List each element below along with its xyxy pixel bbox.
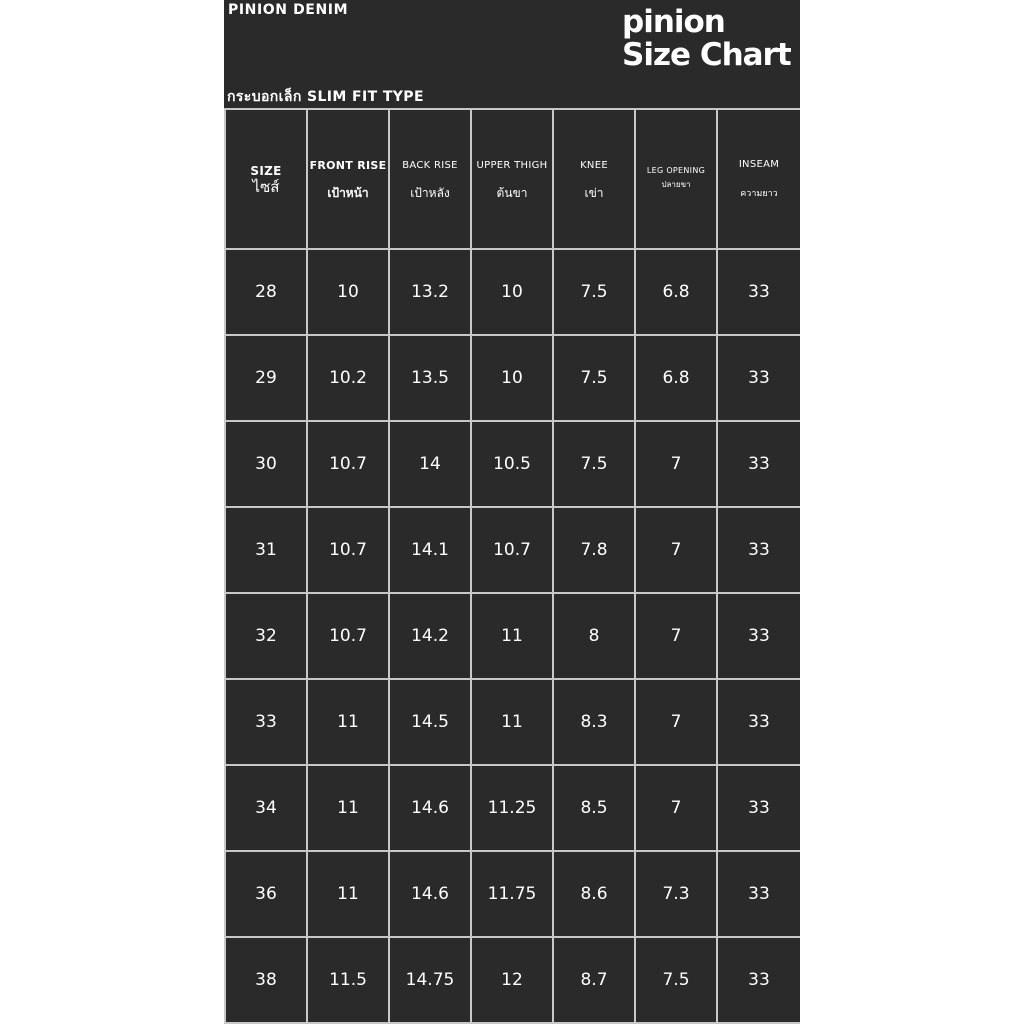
cell-front-rise: 10.7 — [307, 507, 389, 593]
table-row — [225, 335, 800, 421]
cell-leg-opening: 7.5 — [635, 937, 717, 1023]
cell-back-rise: 14.6 — [389, 851, 471, 937]
table-row — [225, 851, 800, 937]
cell-back-rise: 13.2 — [389, 249, 471, 335]
cell-front-rise: 10.7 — [307, 593, 389, 679]
column-header-en: BACK RISE — [402, 159, 458, 171]
cell-knee: 8.7 — [553, 937, 635, 1023]
cell-front-rise: 10.2 — [307, 335, 389, 421]
column-header-en: SIZE — [250, 163, 282, 178]
cell-upper-thigh: 11 — [471, 593, 553, 679]
header-row — [225, 109, 800, 249]
cell-upper-thigh: 10 — [471, 249, 553, 335]
column-header-inseam — [717, 109, 800, 249]
cell-size: 36 — [225, 851, 307, 937]
logo — [622, 6, 791, 72]
cell-front-rise: 11.5 — [307, 937, 389, 1023]
cell-leg-opening: 6.8 — [635, 249, 717, 335]
cell-back-rise: 14 — [389, 421, 471, 507]
size-chart-sheet — [224, 0, 800, 1024]
column-header-front-rise — [307, 109, 389, 249]
table-row — [225, 507, 800, 593]
cell-inseam: 33 — [717, 765, 800, 851]
brand-name: PINION DENIM — [228, 2, 349, 18]
cell-knee: 7.8 — [553, 507, 635, 593]
column-header-th: เป้าหน้า — [327, 185, 369, 200]
cell-size: 34 — [225, 765, 307, 851]
table-row — [225, 937, 800, 1023]
logo-subtitle: Size Chart — [622, 37, 791, 73]
table-row — [225, 249, 800, 335]
cell-leg-opening: 7 — [635, 679, 717, 765]
cell-upper-thigh: 11 — [471, 679, 553, 765]
cell-knee: 8.6 — [553, 851, 635, 937]
cell-back-rise: 14.2 — [389, 593, 471, 679]
cell-upper-thigh: 11.75 — [471, 851, 553, 937]
column-header-size — [225, 109, 307, 249]
cell-leg-opening: 7 — [635, 507, 717, 593]
column-header-th: ไซส์ — [252, 177, 280, 196]
cell-size: 29 — [225, 335, 307, 421]
cell-front-rise: 10 — [307, 249, 389, 335]
cell-upper-thigh: 10.7 — [471, 507, 553, 593]
cell-upper-thigh: 10.5 — [471, 421, 553, 507]
column-header-back-rise — [389, 109, 471, 249]
cell-inseam: 33 — [717, 593, 800, 679]
column-header-en: UPPER THIGH — [476, 159, 548, 171]
table-row — [225, 679, 800, 765]
cell-size: 30 — [225, 421, 307, 507]
cell-size: 31 — [225, 507, 307, 593]
cell-size: 28 — [225, 249, 307, 335]
cell-front-rise: 10.7 — [307, 421, 389, 507]
cell-leg-opening: 6.8 — [635, 335, 717, 421]
cell-leg-opening: 7 — [635, 765, 717, 851]
cell-size: 38 — [225, 937, 307, 1023]
cell-knee: 7.5 — [553, 249, 635, 335]
column-header-upper-thigh — [471, 109, 553, 249]
cell-leg-opening: 7 — [635, 421, 717, 507]
cell-knee: 8.5 — [553, 765, 635, 851]
table-row — [225, 593, 800, 679]
cell-back-rise: 14.1 — [389, 507, 471, 593]
cell-inseam: 33 — [717, 249, 800, 335]
cell-upper-thigh: 11.25 — [471, 765, 553, 851]
cell-size: 33 — [225, 679, 307, 765]
cell-front-rise: 11 — [307, 765, 389, 851]
cell-inseam: 33 — [717, 421, 800, 507]
column-header-knee — [553, 109, 635, 249]
cell-knee: 8 — [553, 593, 635, 679]
cell-leg-opening: 7.3 — [635, 851, 717, 937]
column-header-leg-opening — [635, 109, 717, 249]
column-header-th: ปลายขา — [661, 180, 691, 189]
cell-inseam: 33 — [717, 335, 800, 421]
cell-front-rise: 11 — [307, 851, 389, 937]
cell-back-rise: 13.5 — [389, 335, 471, 421]
size-table — [224, 108, 800, 1024]
column-header-th: ต้นขา — [496, 185, 528, 200]
column-header-en: LEG OPENING — [646, 166, 706, 175]
table-row — [225, 421, 800, 507]
cell-upper-thigh: 10 — [471, 335, 553, 421]
cell-inseam: 33 — [717, 851, 800, 937]
column-header-th: ความยาว — [740, 188, 778, 199]
cell-inseam: 33 — [717, 507, 800, 593]
cell-knee: 8.3 — [553, 679, 635, 765]
cell-back-rise: 14.6 — [389, 765, 471, 851]
cell-knee: 7.5 — [553, 421, 635, 507]
column-header-th: เป้าหลัง — [410, 185, 450, 200]
cell-back-rise: 14.75 — [389, 937, 471, 1023]
cell-upper-thigh: 12 — [471, 937, 553, 1023]
cell-inseam: 33 — [717, 937, 800, 1023]
cell-size: 32 — [225, 593, 307, 679]
cell-inseam: 33 — [717, 679, 800, 765]
column-header-en: FRONT RISE — [309, 158, 387, 172]
logo-wordmark: pinion — [622, 4, 725, 40]
column-header-en: KNEE — [580, 159, 608, 171]
column-header-en: INSEAM — [738, 158, 780, 170]
table-row — [225, 765, 800, 851]
table-body — [225, 249, 800, 1023]
cell-front-rise: 11 — [307, 679, 389, 765]
fit-type-title: กระบอกเล็ก SLIM FIT TYPE — [227, 89, 424, 105]
cell-knee: 7.5 — [553, 335, 635, 421]
column-header-th: เข่า — [584, 185, 604, 200]
cell-back-rise: 14.5 — [389, 679, 471, 765]
cell-leg-opening: 7 — [635, 593, 717, 679]
